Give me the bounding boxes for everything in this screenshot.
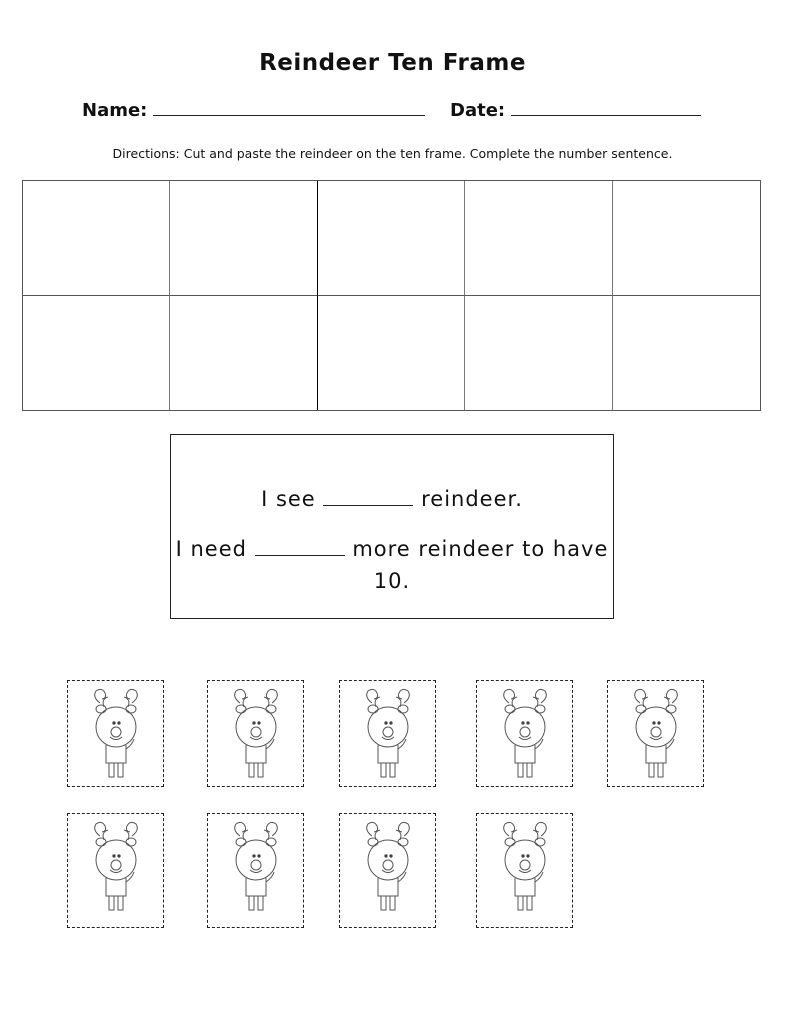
name-field[interactable]	[82, 100, 425, 121]
reindeer-icon	[491, 685, 559, 783]
reindeer-icon	[354, 818, 422, 916]
number-sentence-box	[170, 434, 614, 619]
sentence-need: I need more reindeer to have 10.	[175, 537, 609, 593]
ten-frame-cell[interactable]	[465, 296, 612, 411]
reindeer-icon	[82, 685, 150, 783]
date-label: Date:	[450, 100, 506, 121]
reindeer-icon	[82, 818, 150, 916]
date-field[interactable]	[450, 100, 701, 121]
reindeer-icon	[491, 818, 559, 916]
name-label: Name:	[82, 100, 148, 121]
reindeer-icon	[622, 685, 690, 783]
ten-frame-cell[interactable]	[23, 181, 170, 296]
date-line[interactable]	[511, 101, 701, 116]
reindeer-cutout-card[interactable]	[339, 813, 436, 928]
see-blank[interactable]	[323, 491, 413, 506]
reindeer-cutout-card[interactable]	[207, 680, 304, 787]
reindeer-icon	[222, 818, 290, 916]
reindeer-cutout-card[interactable]	[207, 813, 304, 928]
need-blank[interactable]	[255, 541, 345, 556]
ten-frame-cell[interactable]	[170, 181, 317, 296]
ten-frame-cell[interactable]	[170, 296, 317, 411]
ten-frame	[22, 180, 761, 411]
reindeer-cutout-card[interactable]	[607, 680, 704, 787]
ten-frame-cell[interactable]	[23, 296, 170, 411]
ten-frame-cell[interactable]	[318, 296, 465, 411]
reindeer-cutout-card[interactable]	[339, 680, 436, 787]
sentence-see: I see reindeer.	[261, 487, 523, 511]
ten-frame-cell[interactable]	[613, 181, 760, 296]
reindeer-icon	[222, 685, 290, 783]
ten-frame-cell[interactable]	[465, 181, 612, 296]
worksheet-title: Reindeer Ten Frame	[259, 50, 526, 76]
reindeer-cutout-card[interactable]	[67, 813, 164, 928]
reindeer-cutout-card[interactable]	[67, 680, 164, 787]
reindeer-cutout-card[interactable]	[476, 680, 573, 787]
reindeer-icon	[354, 685, 422, 783]
directions: Directions: Cut and paste the reindeer on the ten frame. Complete the number sentence.	[112, 146, 673, 161]
reindeer-cutout-card[interactable]	[476, 813, 573, 928]
ten-frame-cell[interactable]	[613, 296, 760, 411]
ten-frame-cell[interactable]	[318, 181, 465, 296]
name-line[interactable]	[153, 101, 425, 116]
